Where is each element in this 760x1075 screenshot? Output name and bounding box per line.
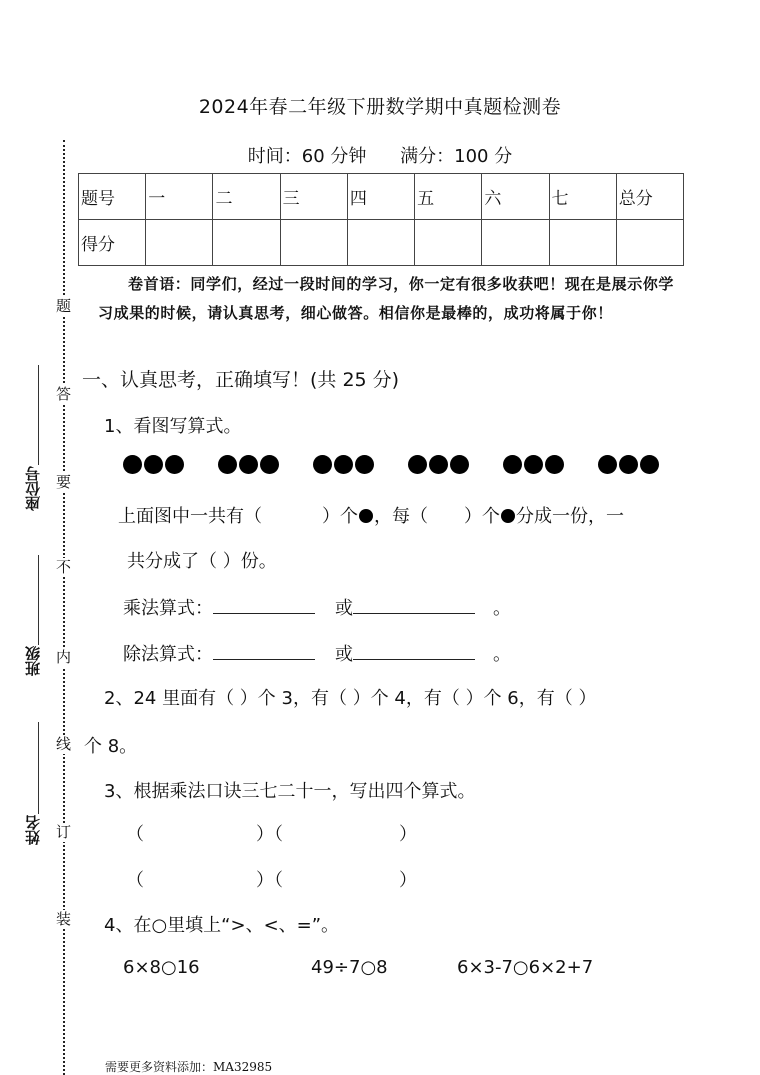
score-table-header-cell: 二 (213, 174, 280, 220)
margin-char: 订 (56, 823, 72, 841)
margin-char: 装 (56, 910, 72, 928)
q3-row-2: （ ）（ ） (126, 870, 417, 891)
score-table-score-row (79, 220, 684, 266)
score-cell[interactable] (280, 220, 347, 266)
score-table-header-cell: 三 (280, 174, 347, 220)
intro-text: 卷首语：同学们，经过一段时间的学习，你一定有很多收获吧！现在是展示你学习成果的时候，请认真思考，细心做答。相信你是最棒的，成功将属于你！ (98, 275, 675, 322)
div-label: 除法算式： (123, 644, 213, 665)
dot (545, 455, 564, 474)
score-cell[interactable] (415, 220, 482, 266)
q1-line1: 上面图中一共有（ ）个 ，每（ ）个 分成一份，一 (118, 506, 624, 527)
dot-groups (123, 455, 688, 478)
score-row-label: 得分 (79, 220, 146, 266)
mult-label: 乘法算式： (123, 598, 213, 619)
dot (260, 455, 279, 474)
div-answer-blank[interactable] (213, 641, 315, 660)
dot (429, 455, 448, 474)
dot (355, 455, 374, 474)
q2-line1: 2、24 里面有（ ）个 3，有（ ）个 4，有（ ）个 6，有（ ） (104, 688, 597, 709)
exam-full-score: 满分：100 分 (400, 146, 513, 167)
q1-mult-row: 乘法算式： 或 。 (123, 594, 511, 620)
dot (165, 455, 184, 474)
dot (598, 455, 617, 474)
dot (619, 455, 638, 474)
seat-number-label: 座位号 (24, 466, 42, 511)
score-cell[interactable] (616, 220, 683, 266)
dot-group (123, 455, 186, 478)
score-cell[interactable] (146, 220, 213, 266)
dot-group (313, 455, 376, 478)
score-table-header-cell: 总分 (616, 174, 683, 220)
score-table-header-cell: 七 (549, 174, 616, 220)
margin-char: 答 (56, 385, 72, 403)
dot-symbol (359, 509, 373, 523)
q4-title: 4、在○里填上“>、<、=”。 (104, 915, 340, 936)
margin-char: 线 (56, 735, 72, 753)
dot (334, 455, 353, 474)
exam-info (0, 142, 760, 168)
seat-number-line (38, 365, 39, 465)
margin-char: 题 (56, 297, 72, 315)
div-answer-blank-2[interactable] (353, 641, 475, 660)
section-1-heading: 一、认真思考，正确填写！(共 25 分) (82, 369, 400, 391)
q4-item-1: 6×8○16 (123, 957, 200, 978)
score-cell[interactable] (482, 220, 549, 266)
margin-char: 要 (56, 473, 72, 491)
dot (450, 455, 469, 474)
dot (218, 455, 237, 474)
dot-group (598, 455, 661, 478)
dot-group (408, 455, 471, 478)
score-cell[interactable] (549, 220, 616, 266)
score-table-header-cell: 四 (347, 174, 414, 220)
score-table (78, 173, 684, 266)
margin-char: 内 (56, 648, 72, 666)
score-table-header-cell: 五 (415, 174, 482, 220)
score-cell[interactable] (213, 220, 280, 266)
mult-answer-blank[interactable] (213, 595, 315, 614)
dot (123, 455, 142, 474)
q2-line2: 个 8。 (84, 736, 138, 757)
score-table-header-cell: 题号 (79, 174, 146, 220)
score-table-header-cell: 六 (482, 174, 549, 220)
exam-time: 时间：60 分钟 (247, 146, 367, 167)
dot (239, 455, 258, 474)
dot (144, 455, 163, 474)
name-line (38, 722, 39, 814)
page-title: 2024年春二年级下册数学期中真题检测卷 (198, 96, 562, 118)
footer-note: 需要更多资料添加：MA32985 (105, 1060, 273, 1074)
score-table-header-row (79, 174, 684, 220)
dot-group (218, 455, 281, 478)
dot (524, 455, 543, 474)
dot (640, 455, 659, 474)
q1-title: 1、看图写算式。 (104, 416, 242, 437)
q4-item-2: 49÷7○8 (311, 957, 388, 978)
dot-group (503, 455, 566, 478)
name-label: 姓名 (24, 815, 42, 845)
q4-item-3: 6×3-7○6×2+7 (457, 957, 594, 978)
dot (313, 455, 332, 474)
q3-title: 3、根据乘法口诀三七二十一，写出四个算式。 (104, 781, 476, 802)
q1-div-row: 除法算式： 或 。 (123, 640, 511, 666)
class-line (38, 555, 39, 645)
score-cell[interactable] (347, 220, 414, 266)
binding-dotted-line (63, 140, 65, 1075)
q1-line2: 共分成了（ ）份。 (127, 551, 277, 572)
margin-char: 不 (56, 558, 72, 576)
class-label: 班级 (24, 646, 42, 676)
q3-row-1: （ ）（ ） (126, 824, 417, 845)
score-table-header-cell: 一 (146, 174, 213, 220)
dot-symbol (501, 509, 515, 523)
dot (408, 455, 427, 474)
dot (503, 455, 522, 474)
mult-answer-blank-2[interactable] (353, 595, 475, 614)
